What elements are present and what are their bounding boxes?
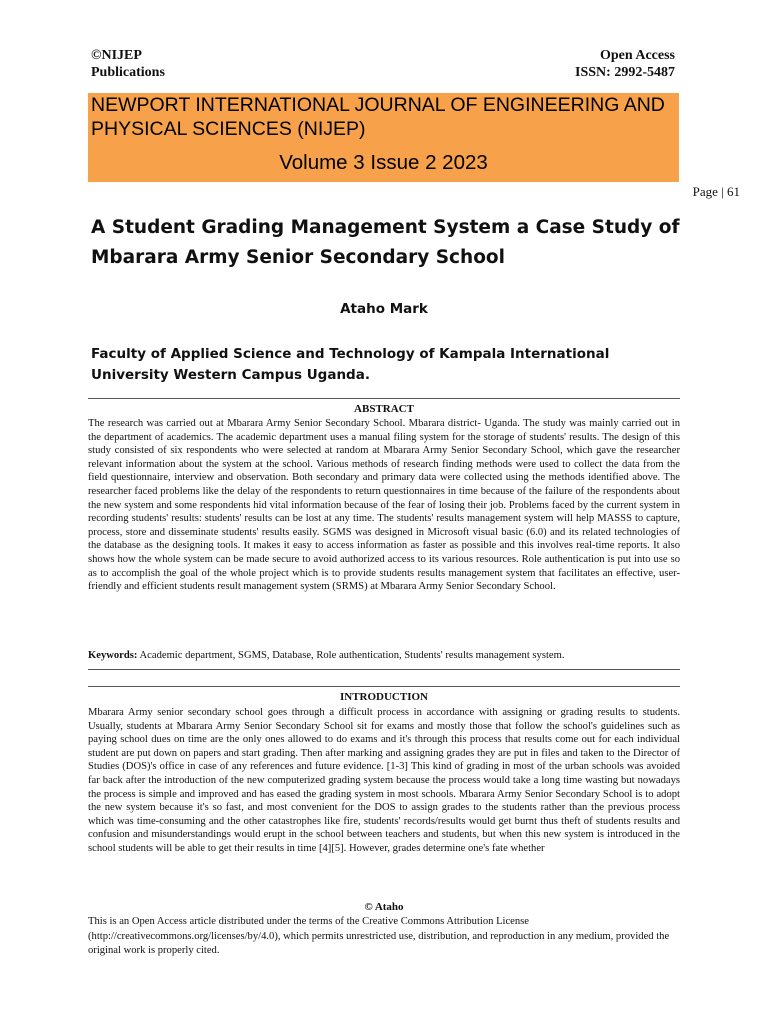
keywords-text: Academic department, SGMS, Database, Role authentication, Students' results management system. xyxy=(139,650,565,661)
issn-label: ISSN: 2992-5487 xyxy=(575,65,675,80)
publisher-copyright: ©NIJEP xyxy=(91,48,142,63)
divider xyxy=(88,669,680,670)
divider xyxy=(88,686,680,687)
license-text: This is an Open Access article distributed under the terms of the Creative Commons Attribution License (http://creativecommons.org/licenses/by/4.0), which permits unrestricted use, distribution, and reproduction in any medium, provided the original work is properly cited. xyxy=(88,916,670,956)
article-author: Ataho Mark xyxy=(340,301,428,317)
access-block xyxy=(575,47,675,81)
introduction-text: Mbarara Army senior secondary school goes through a difficult process in accordance with assigning or grading results to students. Usually, students at Mbarara Army Senior Secondary School sit for exams and mostly those that follow the school's guidelines such as paying school dues on time are the only ones allowed to do exams and it's through this process that results come out for each individual student are put down on papers and start grading. Then after marking and assigning grades they are put in files and taken to the Director of Studies (DOS)'s office in case of any references and future evidence. [1-3] This kind of grading in most of the urban schools was avoided far back after the introduction of the new computerized grading system because the process would take a long time wasting but nowadays the process is simple and improved and has eased the grading system in most schools. Mbarara Army Senior Secondary School is to adopt the new system because it's so fast, and most convenient for the DOS to assign grades to the students rather than the previous process which was time-consuming and the other catastrophes like fire, students' records/results would get burnt thus theft of students results and confusion and misunderstandings would erupt in the school between teachers and students, but when this new system is introduced in the school students will be able to get their results in time [4][5]. However, grades determine one's fate whether xyxy=(88,707,680,854)
abstract-heading: ABSTRACT xyxy=(354,403,414,415)
article-title: A Student Grading Management System a Case Study of Mbarara Army Senior Secondary School xyxy=(91,217,680,268)
introduction-heading: INTRODUCTION xyxy=(339,691,428,703)
open-access-label: Open Access xyxy=(599,48,675,63)
keywords-label: Keywords: xyxy=(88,650,138,661)
keywords-line xyxy=(88,649,680,663)
journal-banner xyxy=(88,93,679,182)
copyright-line: © Ataho xyxy=(364,901,404,913)
journal-name: NEWPORT INTERNATIONAL JOURNAL OF ENGINEERING AND PHYSICAL SCIENCES (NIJEP) xyxy=(91,94,665,140)
author-affiliation: Faculty of Applied Science and Technology of Kampala International University Western Campus Uganda. xyxy=(91,346,610,383)
abstract-text: The research was carried out at Mbarara Army Senior Secondary School. Mbarara district- Uganda. The study was mainly carried out in the department of academics. The academic department uses a manual filing system for the storage of students' results. The design of this study consisted of six respondents who were selected at random at Mbarara Army Senior Secondary School, which gave the researcher relevant information about the system at the school. Various methods of research finding methods were used to collect the data from the field questionnaire, interview and observation. Both secondary and primary data were collected using the methods identified above. The researcher faced problems like the delay of the respondents to return questionnaires in time because of the failure of the respondents about the new system and some respondents hid vital information because of the fear of losing their job. Problems faced by the current system in recording students' results: students' results can be lost at any time. The students' results management system will help MASSS to capture, process, store and disseminate students' results easily. SGMS was designed in Microsoft visual basic (6.0) and its related technologies of the database as the designing tools. It makes it easy to access information as faster as possible and this involves real-time reports. It also shows how the whole system can be made secure to avoid authorized access to its various resources. Role authentication is put into use so as to accomplish the goal of the whole project which is to provide students results management system that facilitates an effective, user-friendly and efficient students result management system (SRMS) at Mbarara Army Senior Secondary School. xyxy=(88,418,680,593)
divider xyxy=(88,398,680,399)
page-number: Page | 61 xyxy=(692,184,740,199)
publisher-label: Publications xyxy=(91,65,165,80)
journal-volume: Volume 3 Issue 2 2023 xyxy=(279,151,488,174)
publisher-block xyxy=(91,47,165,81)
